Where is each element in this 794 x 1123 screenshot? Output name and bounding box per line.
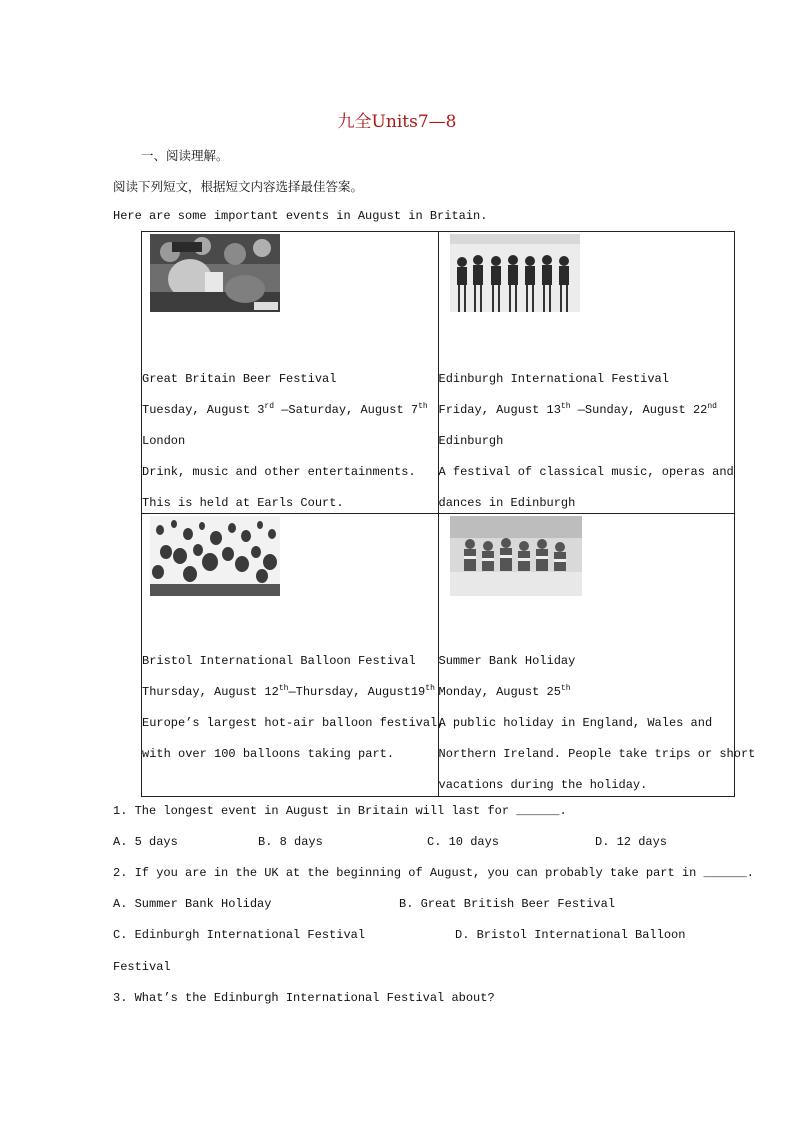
question-2-option-d-continued: Festival — [113, 960, 171, 974]
beer-festival-photo — [150, 234, 280, 312]
question-1-stem: 1. The longest event in August in Britain will last for ______. — [113, 804, 567, 818]
section-heading: 一、阅读理解。 — [141, 148, 229, 163]
event-name: Great Britain Beer Festival — [142, 372, 337, 386]
event-description: Europe’s largest hot-air balloon festival, — [142, 716, 445, 730]
event-cell-beer — [142, 232, 439, 514]
question-3-stem: 3. What’s the Edinburgh International Festival about? — [113, 991, 495, 1005]
event-description: Northern Ireland. People take trips or short — [438, 747, 756, 761]
event-description: Drink, music and other entertainments. — [142, 465, 416, 479]
event-place: London — [142, 434, 186, 448]
question-2-option-c[interactable]: C. Edinburgh International Festival — [113, 928, 366, 942]
bank-holiday-photo — [450, 516, 582, 596]
question-2-stem: 2. If you are in the UK at the beginning of August, you can probably take part in ______. — [113, 866, 754, 880]
event-description: dances in Edinburgh — [438, 496, 576, 510]
event-dates: Monday, August 25th — [438, 684, 571, 699]
event-dates: Tuesday, August 3rd —Saturday, August 7th — [142, 402, 428, 417]
event-name: Bristol International Balloon Festival — [142, 654, 416, 668]
instruction-text: 阅读下列短文，根据短文内容选择最佳答案。 — [113, 179, 364, 194]
balloon-festival-photo — [150, 516, 280, 596]
event-description: with over 100 balloons taking part. — [142, 747, 395, 761]
event-cell-balloon — [142, 514, 445, 797]
question-2-option-a[interactable]: A. Summer Bank Holiday — [113, 897, 272, 911]
event-place: Edinburgh — [438, 434, 504, 448]
event-name: Edinburgh International Festival — [438, 372, 669, 386]
question-1-option-c[interactable]: C. 10 days — [427, 835, 500, 849]
intro-text: Here are some important events in August in Britain. — [113, 209, 488, 223]
event-name: Summer Bank Holiday — [438, 654, 576, 668]
event-description: A public holiday in England, Wales and — [438, 716, 713, 730]
question-2-option-d[interactable]: D. Bristol International Balloon — [455, 928, 686, 942]
event-dates: Thursday, August 12th—Thursday, August19th — [142, 684, 435, 699]
question-1-option-a[interactable]: A. 5 days — [113, 835, 178, 849]
event-description: vacations during the holiday. — [438, 778, 648, 792]
event-description: This is held at Earls Court. — [142, 496, 344, 510]
question-1-option-b[interactable]: B. 8 days — [258, 835, 323, 849]
page-title: 九全Units7—8 — [337, 112, 457, 132]
event-dates: Friday, August 13th —Sunday, August 22nd — [438, 402, 717, 417]
event-cell-edinburgh — [438, 232, 735, 514]
events-table — [141, 231, 756, 797]
question-2-option-b[interactable]: B. Great British Beer Festival — [399, 897, 616, 911]
edinburgh-festival-photo — [450, 234, 580, 312]
event-description: A festival of classical music, operas and — [438, 465, 734, 479]
question-1-option-d[interactable]: D. 12 days — [595, 835, 668, 849]
event-cell-bank-holiday — [438, 514, 756, 797]
